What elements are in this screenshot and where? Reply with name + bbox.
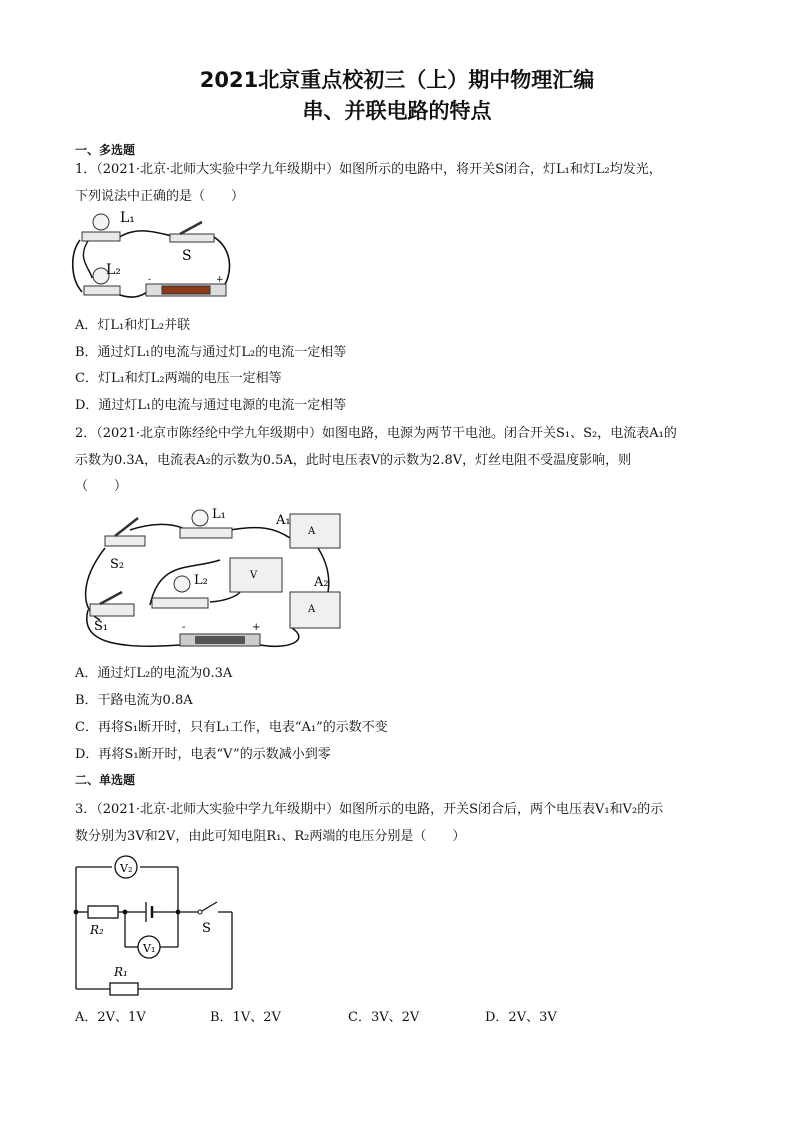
bulb-l2-icon (174, 576, 190, 592)
lamp-base-l1 (82, 232, 120, 241)
wire (230, 528, 290, 538)
q3-option-c: C．3V、2V (348, 1010, 420, 1025)
q1-option-c: C．灯L₁和灯L₂两端的电压一定相等 (75, 371, 282, 386)
switch-s2-base (105, 536, 145, 546)
lamp-l2-base (152, 598, 208, 608)
label-l1: L₁ (120, 210, 135, 226)
q3-circuit-diagram (70, 852, 245, 1000)
section-heading-multi: 一、多选题 (75, 143, 136, 157)
label-s1: S₁ (94, 619, 109, 634)
page-subtitle: 串、并联电路的特点 (302, 99, 492, 123)
switch-s2-lever (115, 518, 138, 536)
ammeter-a2-face: A (308, 604, 316, 615)
switch-contact (198, 910, 202, 914)
label-v2: V₂ (120, 862, 133, 875)
switch-s1-lever (100, 592, 122, 604)
voltmeter-v-face: V (250, 570, 258, 581)
wire (83, 238, 92, 278)
switch-lever (180, 222, 202, 234)
label-s2: S₂ (110, 557, 125, 572)
q1-stem-line1: 1．（2021·北京·北师大实验中学九年级期中）如图所示的电路中，将开关S闭合，灯L₁和灯L₂均发光， (75, 162, 662, 177)
q2-stem-line3: （ ） (75, 479, 128, 494)
battery-cell (195, 636, 245, 644)
q3-stem-line2: 数分别为3V和2V，由此可知电阻R₁、R₂两端的电压分别是（ ） (75, 829, 466, 844)
label-l1: L₁ (212, 507, 226, 522)
battery-minus-icon: - (182, 622, 186, 633)
q3-option-a: A．2V、1V (75, 1010, 146, 1025)
lamp-l1-base (180, 528, 232, 538)
q2-option-d: D．再将S₁断开时，电表“V”的示数减小到零 (75, 747, 331, 762)
label-v1: V₁ (143, 942, 156, 955)
q3-option-d: D．2V、3V (485, 1010, 557, 1025)
q2-option-b: B．干路电流为0.8A (75, 693, 193, 708)
lamp-base-l2 (84, 286, 120, 295)
q1-stem-line2: 下列说法中正确的是（ ） (75, 189, 245, 204)
battery-cell (162, 286, 210, 294)
label-r2: R₂ (90, 923, 104, 937)
q2-circuit-figure (70, 500, 350, 655)
switch-s-blade (202, 902, 217, 911)
wire (260, 628, 299, 646)
bulb-l1-icon (192, 510, 208, 526)
resistor-r2 (88, 906, 118, 918)
q3-stem-line1: 3．（2021·北京·北师大实验中学九年级期中）如图所示的电路，开关S闭合后，两个电压表V₁和V₂的示 (75, 802, 664, 817)
q2-stem-line2: 示数为0.3A，电流表A₂的示数为0.5A，此时电压表V的示数为2.8V，灯丝电阻不受温度影响，则 (75, 453, 632, 468)
label-a1: A₁ (276, 513, 291, 528)
battery-minus-icon: - (148, 275, 152, 285)
q2-option-c: C．再将S₁断开时，只有L₁工作，电表“A₁”的示数不变 (75, 720, 388, 735)
label-r1: R₁ (114, 965, 128, 979)
wire (73, 240, 82, 292)
q1-option-b: B．通过灯L₁的电流与通过灯L₂的电流一定相等 (75, 345, 347, 360)
label-l2: L₂ (106, 262, 121, 278)
battery-plus-icon: + (216, 275, 224, 285)
ammeter-a1-face: A (308, 526, 316, 537)
q1-circuit-figure (70, 208, 240, 303)
q2-option-a: A．通过灯L₂的电流为0.3A (75, 666, 233, 681)
label-l2: L₂ (194, 573, 208, 588)
switch-base (170, 234, 214, 242)
section-heading-single: 二、单选题 (75, 773, 136, 787)
label-s: S (202, 921, 211, 936)
junction-dot (74, 910, 79, 915)
q1-option-a: A．灯L₁和灯L₂并联 (75, 318, 191, 333)
page-title: 2021北京重点校初三（上）期中物理汇编 (199, 68, 595, 92)
label-s: S (182, 248, 192, 264)
switch-s1-base (90, 604, 134, 616)
q1-option-d: D．通过灯L₁的电流与通过电源的电流一定相等 (75, 398, 347, 413)
q3-option-b: B．1V、2V (210, 1010, 281, 1025)
battery-plus-icon: + (252, 622, 261, 633)
resistor-r1 (110, 983, 138, 995)
bulb-l1-icon (93, 214, 109, 230)
q2-stem-line1: 2．（2021·北京市陈经纶中学九年级期中）如图电路，电源为两节干电池。闭合开关S₁、S₂，电流表A₁的 (75, 426, 677, 441)
label-a2: A₂ (314, 575, 329, 590)
